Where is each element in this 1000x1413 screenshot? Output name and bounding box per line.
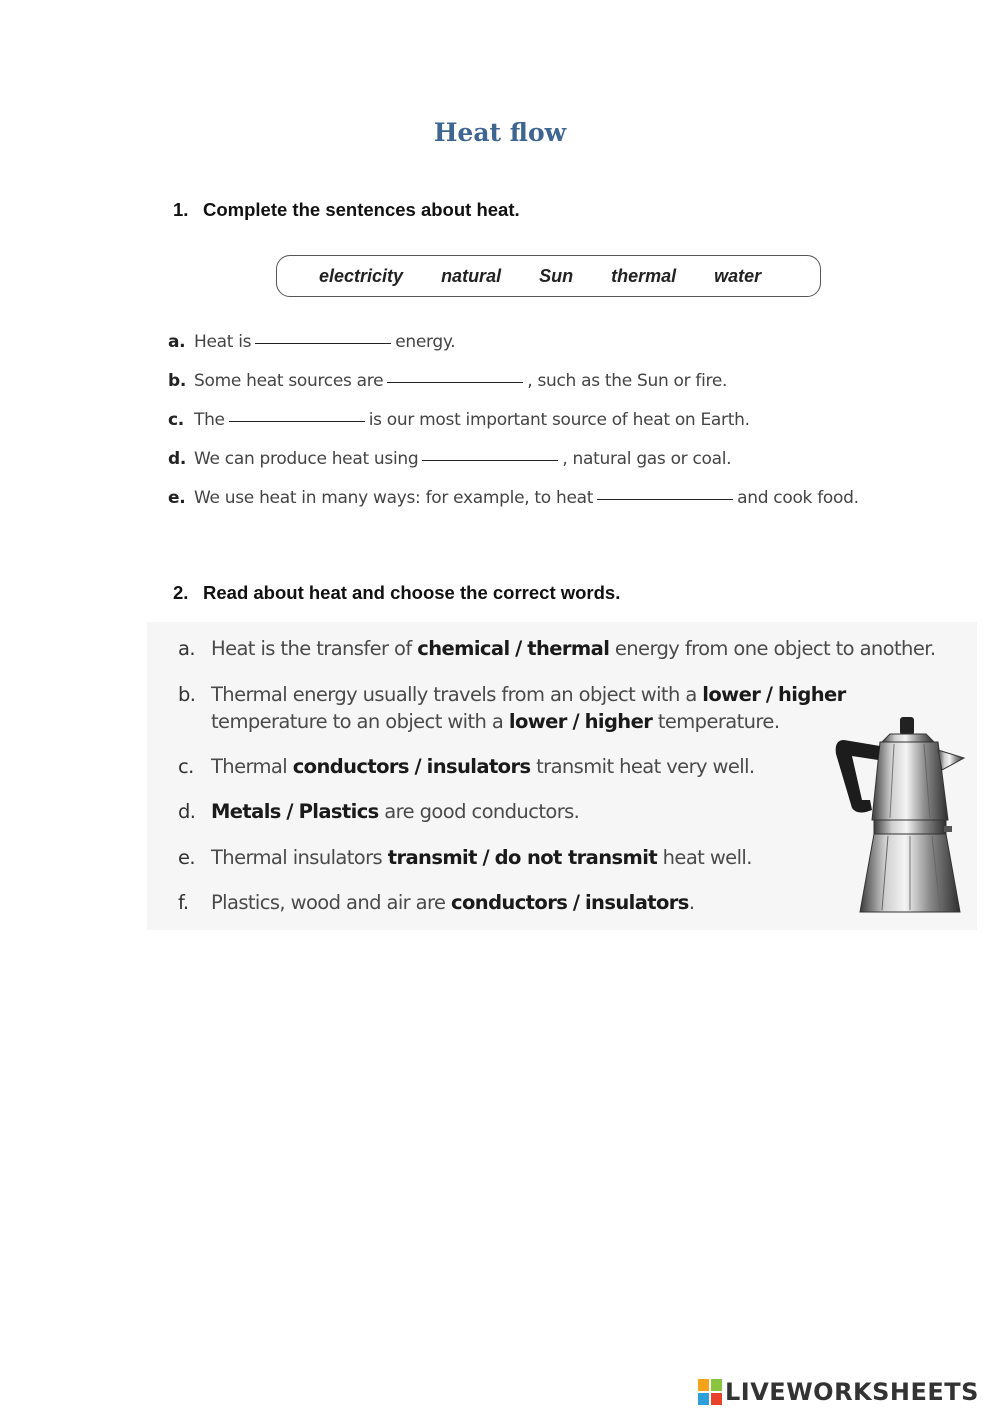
item-letter: f.: [178, 891, 189, 914]
item-letter: c.: [168, 410, 184, 430]
choice-separator: /: [482, 846, 489, 869]
moka-pot-illustration: [830, 712, 970, 917]
choice-separator: /: [286, 800, 293, 823]
sentence-1c: [168, 410, 750, 430]
item-letter: a.: [178, 637, 195, 660]
sentence-text: , such as the Sun or fire.: [527, 371, 728, 391]
word-bank-item[interactable]: electricity: [319, 265, 404, 286]
statement-2b: [178, 683, 846, 706]
item-letter: e.: [168, 488, 186, 508]
statement-text: Thermal insulators: [211, 846, 383, 869]
statement-text: Thermal energy usually travels from an object with a: [211, 683, 697, 706]
choice-option[interactable]: chemical: [417, 637, 510, 660]
answer-blank[interactable]: [422, 459, 558, 461]
statement-text: .: [688, 891, 695, 914]
choice-option[interactable]: lower: [702, 683, 761, 706]
sentence-text: , natural gas or coal.: [562, 449, 732, 469]
item-letter: d.: [168, 449, 187, 469]
section2-number: 2.: [173, 582, 189, 603]
choice-option[interactable]: Plastics: [298, 800, 379, 823]
statement-text: Heat is the transfer of: [211, 637, 412, 660]
choice-separator: /: [572, 891, 580, 914]
section1-heading: [173, 199, 520, 221]
word-bank-item[interactable]: natural: [441, 265, 502, 286]
item-letter: e.: [178, 846, 195, 869]
choice-option[interactable]: lower: [508, 710, 567, 733]
choice-option[interactable]: thermal: [527, 637, 610, 660]
sentence-1b: [168, 371, 727, 391]
choice-separator: /: [572, 710, 579, 733]
sentence-text: Some heat sources are: [194, 371, 384, 391]
choice-separator: /: [765, 683, 773, 706]
statement-2e: [178, 846, 752, 869]
answer-blank[interactable]: [255, 342, 391, 344]
sentence-1e: [168, 488, 859, 508]
item-letter: d.: [178, 800, 196, 823]
sentence-1a: [168, 332, 455, 352]
sentence-text: energy.: [395, 332, 456, 352]
section2-heading-text: Read about heat and choose the correct words.: [203, 582, 621, 603]
statement-2d: [178, 800, 579, 823]
brand-name: LIVEWORKSHEETS: [725, 1378, 979, 1406]
page-title: Heat flow: [433, 118, 567, 147]
choice-separator: /: [414, 755, 422, 778]
statement-2b-continued: [178, 710, 779, 733]
answer-blank[interactable]: [387, 381, 523, 383]
sentence-text: Heat is: [194, 332, 252, 352]
answer-blank[interactable]: [597, 498, 733, 500]
statement-text: energy from one object to another.: [614, 637, 936, 660]
section1-heading-text: Complete the sentences about heat.: [203, 199, 520, 220]
sentence-text: is our most important source of heat on Earth.: [368, 410, 750, 430]
statement-text: temperature to an object with a: [211, 710, 504, 733]
statement-2c: [178, 755, 755, 778]
choice-option[interactable]: insulators: [584, 891, 689, 914]
choice-option[interactable]: conductors: [292, 755, 409, 778]
section1-number: 1.: [173, 199, 189, 220]
choice-option[interactable]: transmit: [387, 846, 477, 869]
item-letter: b.: [168, 371, 187, 391]
item-letter: c.: [178, 755, 194, 778]
statement-2f: [178, 891, 694, 914]
liveworksheets-brand[interactable]: [698, 1378, 979, 1406]
statement-text: Thermal: [211, 755, 288, 778]
choice-option[interactable]: do not transmit: [494, 846, 658, 869]
statement-text: heat well.: [662, 846, 752, 869]
item-letter: b.: [178, 683, 196, 706]
choice-option[interactable]: Metals: [211, 800, 281, 823]
sentence-text: and cook food.: [737, 488, 859, 508]
choice-option[interactable]: higher: [777, 683, 846, 706]
choice-option[interactable]: higher: [584, 710, 653, 733]
word-bank: [276, 255, 821, 297]
statement-text: temperature.: [657, 710, 780, 733]
choice-option[interactable]: insulators: [426, 755, 531, 778]
choice-separator: /: [515, 637, 522, 660]
statement-text: Plastics, wood and air are: [211, 891, 446, 914]
item-letter: a.: [168, 332, 186, 352]
choice-option[interactable]: conductors: [451, 891, 568, 914]
sentence-text: The: [194, 410, 225, 430]
liveworksheets-logo-icon: [698, 1379, 722, 1405]
sentence-text: We can produce heat using: [194, 449, 419, 469]
statement-2a: [178, 637, 935, 660]
sentence-1d: [168, 449, 731, 469]
word-bank-item[interactable]: water: [714, 265, 762, 286]
word-bank-item[interactable]: thermal: [611, 265, 677, 286]
sentence-text: We use heat in many ways: for example, to heat: [194, 488, 594, 508]
statement-text: transmit heat very well.: [536, 755, 755, 778]
word-bank-item[interactable]: Sun: [539, 265, 574, 286]
section2-heading: [173, 582, 620, 604]
statement-text: are good conductors.: [384, 800, 580, 823]
answer-blank[interactable]: [229, 420, 365, 422]
